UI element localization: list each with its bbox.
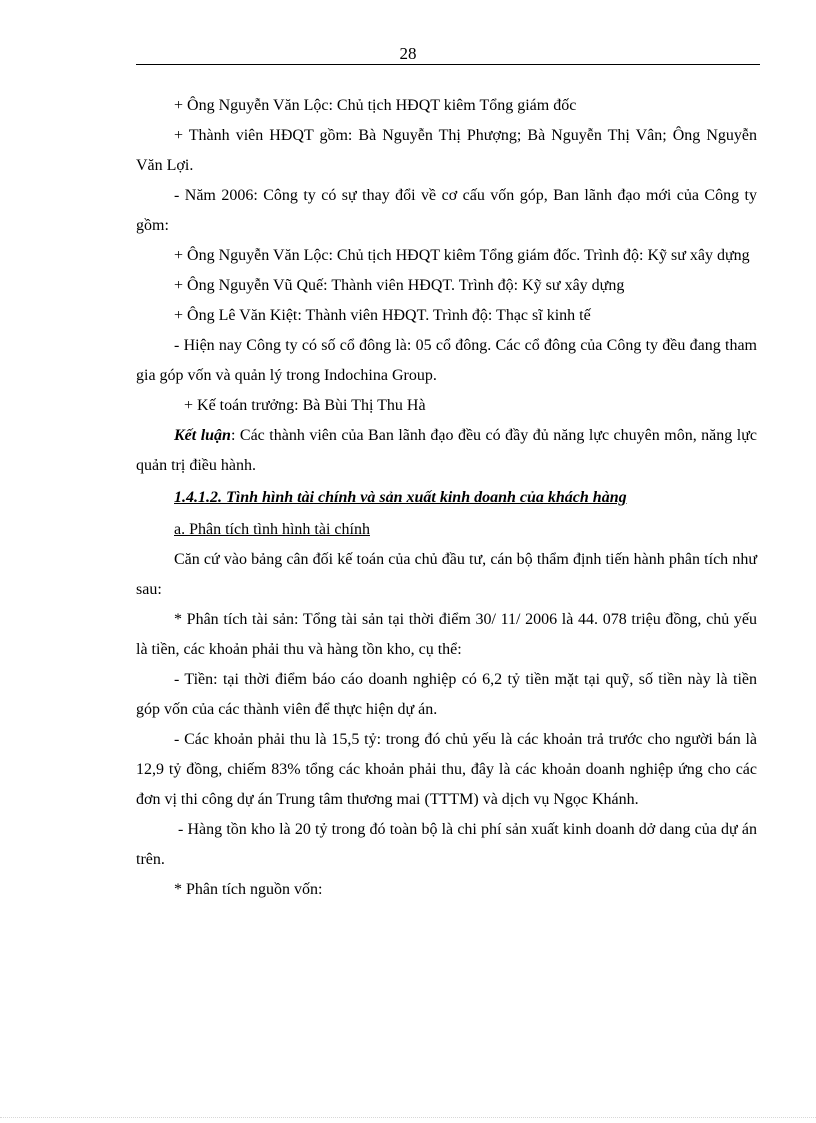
- paragraph-receivables: - Các khoản phải thu là 15,5 tỷ: trong đó chủ yếu là các khoản trả trước cho người bán là 12,9 tỷ đồng, chiếm 83% tổng các khoản phải thu, đây là các khoản doanh nghiệp ứng cho các đơn vị thi công dự án Trung tâm thương mai (TTTM) và dịch vụ Ngọc Khánh.: [136, 731, 757, 808]
- paragraph-board-members-former: + Thành viên HĐQT gồm: Bà Nguyễn Thị Phượng; Bà Nguyễn Thị Vân; Ông Nguyễn Văn Lợi.: [136, 127, 757, 174]
- paragraph-2006-change: - Năm 2006: Công ty có sự thay đổi về cơ cấu vốn góp, Ban lãnh đạo mới của Công ty gồm:: [136, 187, 757, 234]
- paragraph-member-kiet: + Ông Lê Văn Kiệt: Thành viên HĐQT. Trình độ: Thạc sĩ kinh tế: [174, 307, 591, 324]
- paragraph-chief-accountant: + Kế toán trưởng: Bà Bùi Thị Thu Hà: [184, 397, 426, 414]
- paragraph-capital-analysis: * Phân tích nguồn vốn:: [174, 881, 323, 898]
- paragraph-member-que: + Ông Nguyễn Vũ Quế: Thành viên HĐQT. Trình độ: Kỹ sư xây dựng: [174, 277, 625, 294]
- header-rule: [136, 64, 760, 65]
- section-heading: 1.4.1.2. Tình hình tài chính và sản xuất kinh doanh của khách hàng: [174, 489, 627, 506]
- conclusion-text: : Các thành viên của Ban lãnh đạo đều có đầy đủ năng lực chuyên môn, năng lực quản trị điều hành.: [136, 427, 757, 474]
- paragraph-asset-analysis: * Phân tích tài sản: Tổng tài sản tại thời điểm 30/ 11/ 2006 là 44. 078 triệu đồng, chủ yếu là tiền, các khoản phải thu và hàng tồn kho, cụ thể:: [136, 611, 757, 658]
- page-bottom-border: [0, 1117, 816, 1118]
- paragraph-chairman-2006: + Ông Nguyễn Văn Lộc: Chủ tịch HĐQT kiêm Tổng giám đốc. Trình độ: Kỹ sư xây dựng: [174, 247, 750, 264]
- subheading-financial-analysis: a. Phân tích tình hình tài chính: [174, 521, 370, 538]
- document-body: [136, 91, 757, 905]
- paragraph-shareholders: - Hiện nay Công ty có số cổ đông là: 05 cổ đông. Các cổ đông của Công ty đều đang tham gia góp vốn và quản lý trong Indochina Group.: [136, 337, 757, 384]
- paragraph-balance-sheet: Căn cứ vào bảng cân đối kế toán của chủ đầu tư, cán bộ thẩm định tiến hành phân tích như sau:: [136, 551, 757, 598]
- paragraph-inventory: - Hàng tồn kho là 20 tỷ trong đó toàn bộ là chi phí sản xuất kinh doanh dở dang của dự án trên.: [136, 821, 757, 868]
- conclusion-label: Kết luận: [174, 427, 231, 444]
- page-number: 28: [399, 44, 417, 63]
- paragraph-conclusion: [136, 421, 757, 481]
- paragraph-cash: - Tiền: tại thời điểm báo cáo doanh nghiệp có 6,2 tỷ tiền mặt tại quỹ, số tiền này là tiền góp vốn của các thành viên để thực hiện dự án.: [136, 671, 757, 718]
- paragraph-chairman-former: + Ông Nguyễn Văn Lộc: Chủ tịch HĐQT kiêm Tổng giám đốc: [174, 97, 577, 114]
